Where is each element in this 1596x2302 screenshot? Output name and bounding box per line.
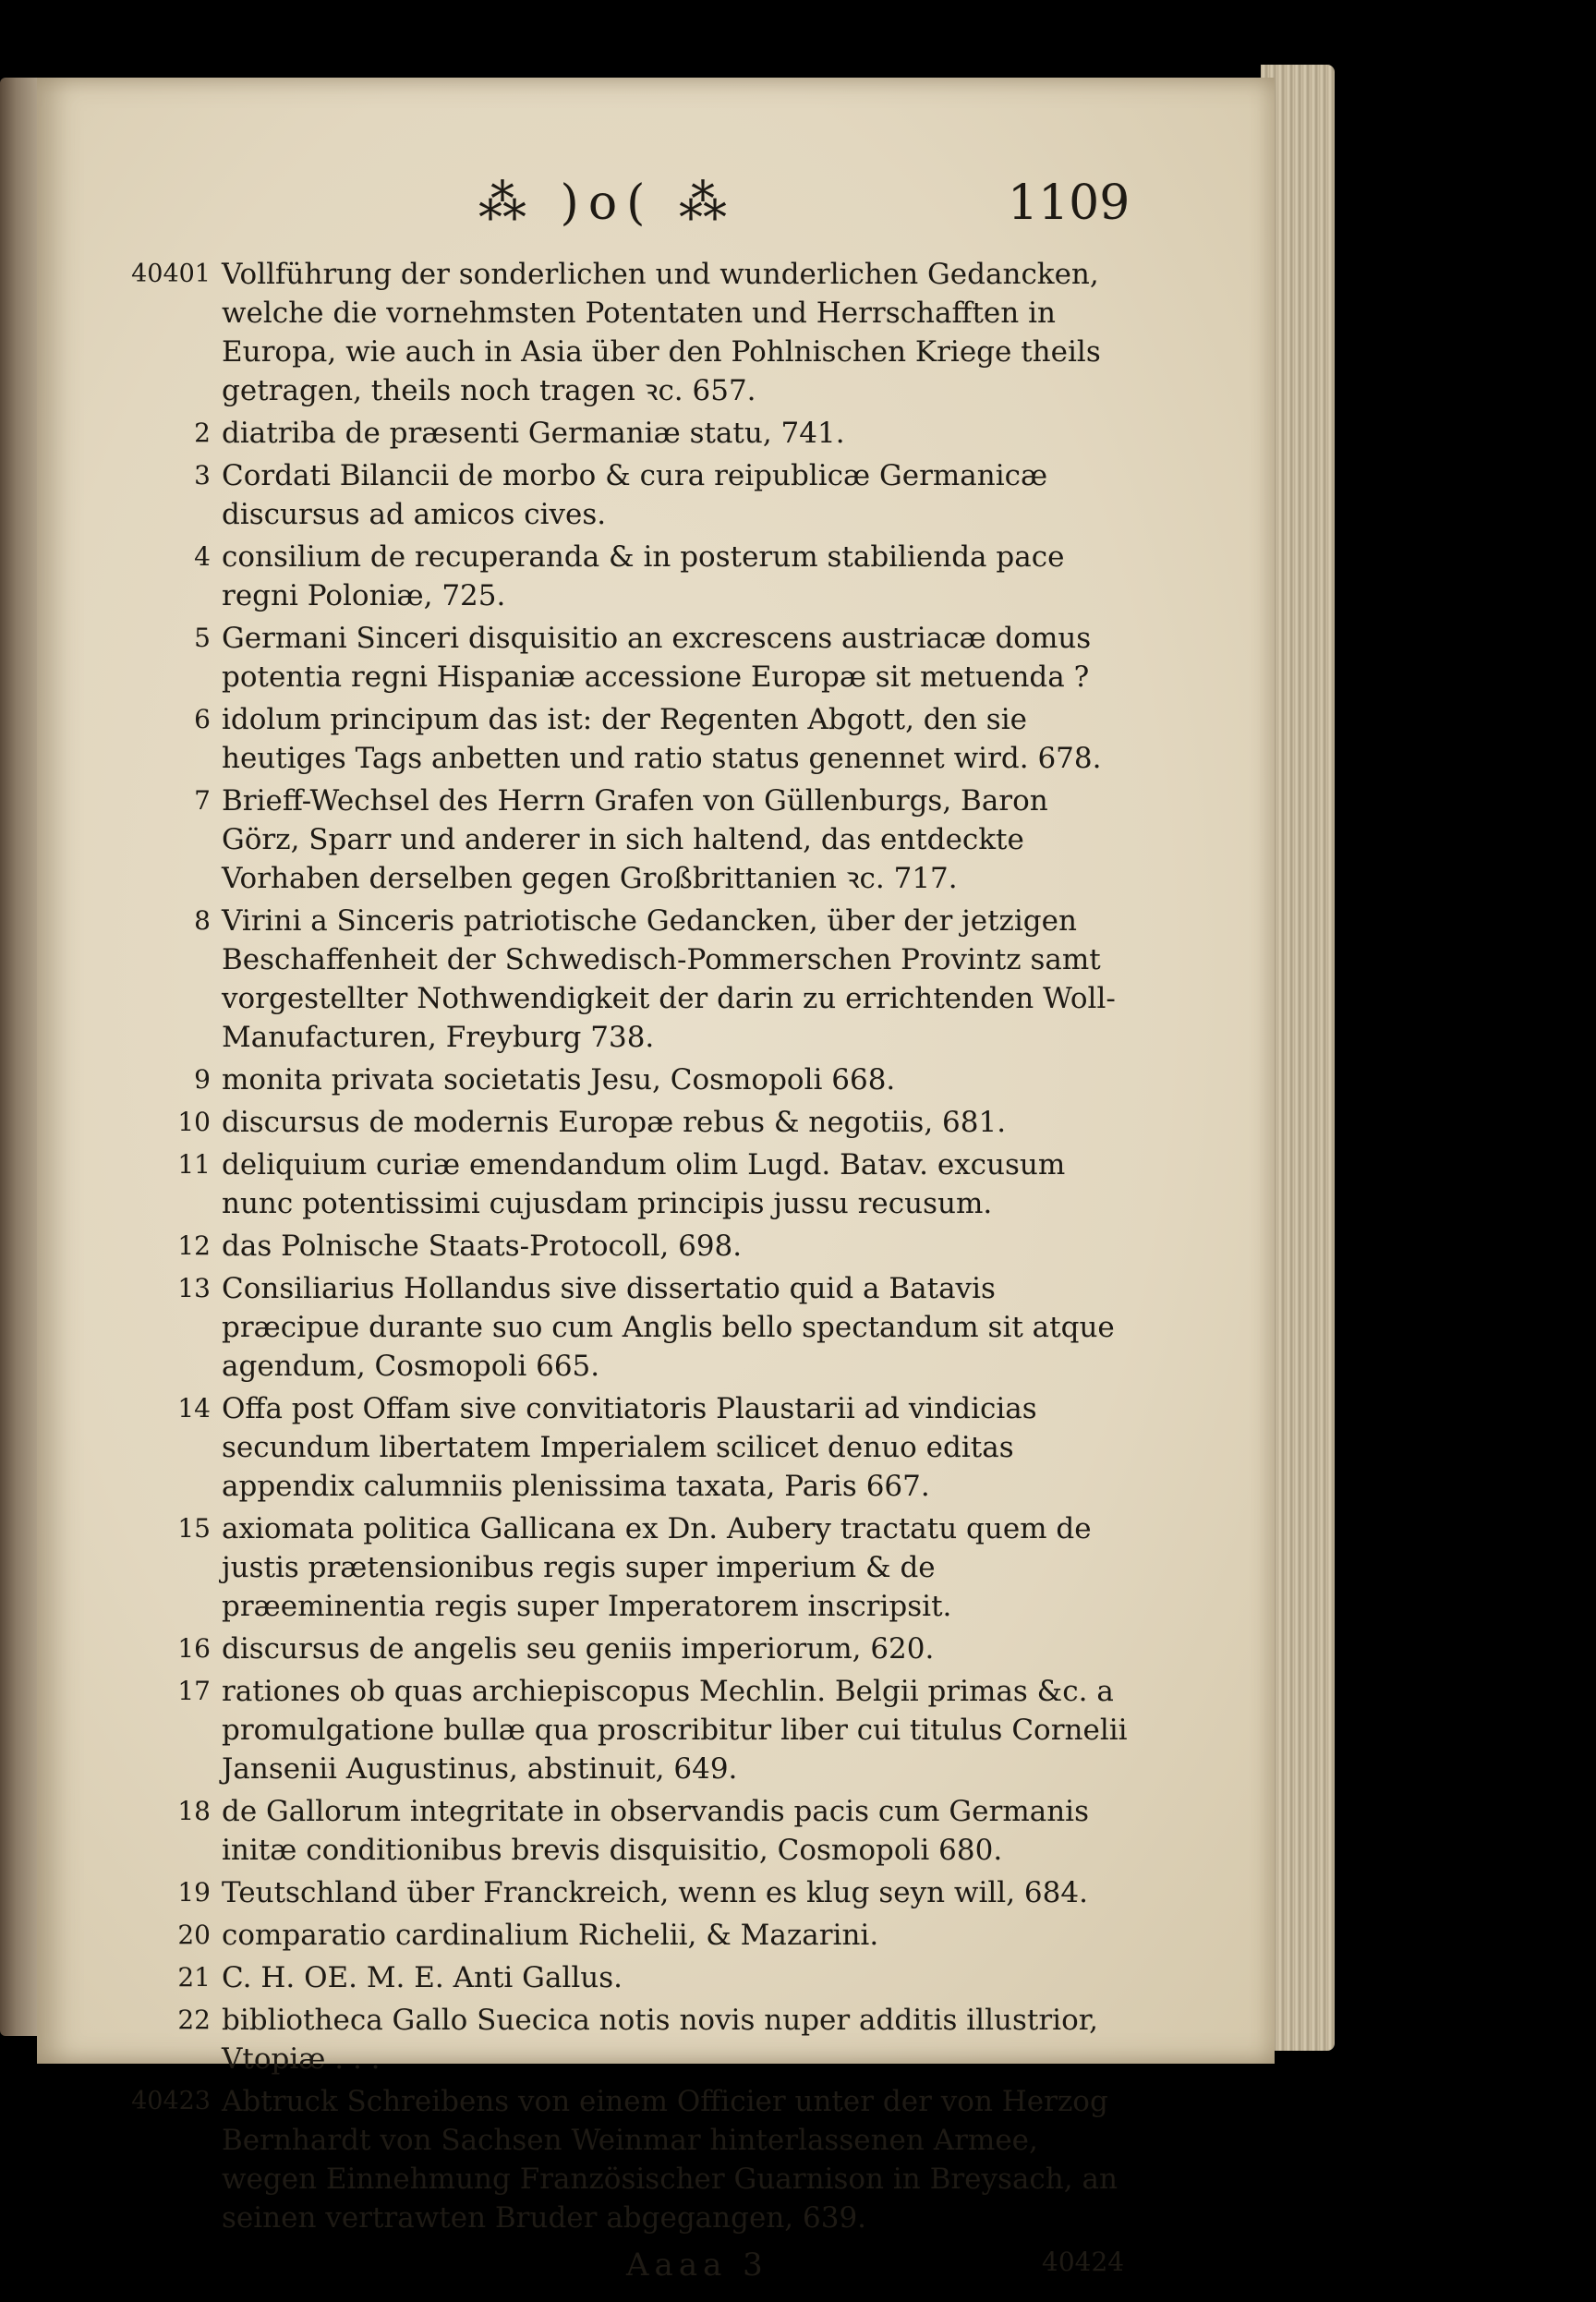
entry-title: discursus de angelis seu geniis imperiorum, 620.: [222, 1632, 935, 1666]
entry-title: axiomata politica Gallicana ex Dn. Aubery tractatu quem de justis prætensionibus regis super imperium & de præeminentia regis super Imperatorem inscripsit.: [222, 1512, 1092, 1623]
entry-number: 5: [194, 623, 211, 653]
entry-title: Cordati Bilancii de morbo & cura reipublicæ Germanicæ discursus ad amicos cives.: [222, 459, 1048, 531]
list-item: [118, 456, 1134, 534]
entry-title: bibliotheca Gallo Suecica notis novis nuper additis illustrior, Vtopiæ . . .: [222, 2004, 1099, 2076]
entry-title: de Gallorum integritate in observandis pacis cum Germanis initæ conditionibus brevis disquisitio, Cosmopoli 680.: [222, 1795, 1090, 1867]
entry-title: Abtruck Schreibens von einem Officier unter der von Herzog Bernhardt von Sachsen Weinmar hinterlassenen Armee, wegen Einnehmung Französischer Guarnison in Breysach, an seinen vertrawten Bruder abgegangen, 639.: [222, 2085, 1118, 2235]
entry-title: deliquium curiæ emendandum olim Lugd. Batav. excusum nunc potentissimi cujusdam principis jussu recusum.: [222, 1148, 1066, 1220]
signature-mark: Aaaa 3: [626, 2247, 768, 2284]
list-item: [118, 1389, 1134, 1506]
entry-title: discursus de modernis Europæ rebus & negotiis, 681.: [222, 1106, 1007, 1139]
entry-number: 6: [194, 704, 211, 734]
entry-title: das Polnische Staats-Protocoll, 698.: [222, 1230, 743, 1263]
list-item: [118, 700, 1134, 778]
entry-number: 10: [177, 1107, 211, 1137]
entry-number: 2: [194, 418, 211, 448]
list-item: [118, 1958, 1134, 1997]
page-text: [118, 176, 1134, 2302]
list-item: [118, 1873, 1134, 1912]
catchword: 40424: [1042, 2247, 1125, 2277]
list-item: [118, 538, 1134, 615]
entry-title: Germani Sinceri disquisitio an excrescens austriacæ domus potentia regni Hispaniæ accessione Europæ sit metuenda ?: [222, 622, 1092, 694]
entry-number: 40423: [131, 2087, 211, 2115]
entry-number: 40401: [131, 260, 211, 288]
list-item: [118, 2001, 1134, 2078]
entry-title: idolum principum das ist: der Regenten Abgott, den sie heutiges Tags anbetten und ratio status genennet wird. 678.: [222, 703, 1102, 775]
entry-title: Offa post Offam sive convitiatoris Plaustarii ad vindicias secundum libertatem Imperialem scilicet denuo editas appendix calumniis plenissima taxata, Paris 667.: [222, 1392, 1037, 1503]
list-item: [118, 1792, 1134, 1870]
entry-title: comparatio cardinalium Richelii, & Mazarini.: [222, 1919, 879, 1952]
list-item: [118, 1103, 1134, 1142]
entry-number: 16: [177, 1633, 211, 1664]
entry-number: 18: [177, 1796, 211, 1826]
running-header: [118, 176, 1134, 240]
page-footer: [118, 2247, 1134, 2302]
entry-number: 17: [177, 1676, 211, 1706]
entry-number: 11: [177, 1149, 211, 1180]
list-item: [118, 1269, 1134, 1386]
header-ornament: ⁂ )o( ⁂: [478, 176, 736, 231]
list-item: [118, 902, 1134, 1057]
list-item: [118, 2082, 1134, 2237]
entry-number: 20: [177, 1920, 211, 1950]
entry-title: diatriba de præsenti Germaniæ statu, 741.: [222, 417, 845, 450]
list-item: [118, 255, 1134, 410]
list-item: [118, 1060, 1134, 1099]
entry-title: monita privata societatis Jesu, Cosmopoli 668.: [222, 1063, 896, 1096]
page-number: 1109: [1008, 176, 1130, 231]
entry-number: 22: [177, 2005, 211, 2035]
entry-number: 12: [177, 1230, 211, 1261]
entry-number: 14: [177, 1393, 211, 1424]
list-item: [118, 619, 1134, 697]
entry-title: rationes ob quas archiepiscopus Mechlin. Belgii primas &c. a promulgatione bullæ qua proscribitur liber cui titulus Cornelii Jansenii Augustinus, abstinuit, 649.: [222, 1675, 1128, 1786]
list-item: [118, 414, 1134, 453]
list-item: [118, 1916, 1134, 1955]
entry-number: 3: [194, 460, 211, 491]
list-item: [118, 1145, 1134, 1223]
list-item: [118, 1630, 1134, 1668]
entry-title: Consiliarius Hollandus sive dissertatio quid a Batavis præcipue durante suo cum Anglis bello spectandum sit atque agendum, Cosmopoli 665.: [222, 1272, 1115, 1383]
entry-number: 7: [194, 785, 211, 816]
entry-number: 19: [177, 1877, 211, 1908]
entry-title: Brieff-Wechsel des Herrn Grafen von Güllenburgs, Baron Görz, Sparr und anderer in sich haltend, das entdeckte Vorhaben derselben gegen Großbrittanien ꝛc. 717.: [222, 784, 1048, 895]
book-spine: [0, 78, 41, 2036]
entry-list: [118, 255, 1134, 2237]
entry-title: Teutschland über Franckreich, wenn es klug seyn will, 684.: [222, 1876, 1088, 1909]
list-item: [118, 1509, 1134, 1626]
list-item: [118, 1672, 1134, 1788]
entry-number: 4: [194, 541, 211, 572]
entry-number: 13: [177, 1273, 211, 1303]
entry-number: 15: [177, 1513, 211, 1544]
entry-title: consilium de recuperanda & in posterum stabilienda pace regni Poloniæ, 725.: [222, 540, 1065, 612]
entry-title: Virini a Sinceris patriotische Gedancken, über der jetzigen Beschaffenheit der Schwedisch-Pommerschen Provintz samt vorgestellter Nothwendigkeit der darin zu errichtenden Woll-Manufacturen, Freyburg 738.: [222, 904, 1116, 1054]
entry-title: Vollführung der sonderlichen und wunderlichen Gedancken, welche die vornehmsten Potentaten und Herrschafften in Europa, wie auch in Asia über den Pohlnischen Kriege theils getragen, theils noch tragen ꝛc. 657.: [222, 258, 1101, 407]
entry-title: C. H. OE. M. E. Anti Gallus.: [222, 1961, 623, 1994]
list-item: [118, 781, 1134, 898]
list-item: [118, 1227, 1134, 1266]
entry-number: 9: [194, 1064, 211, 1095]
entry-number: 21: [177, 1962, 211, 1993]
entry-number: 8: [194, 905, 211, 936]
